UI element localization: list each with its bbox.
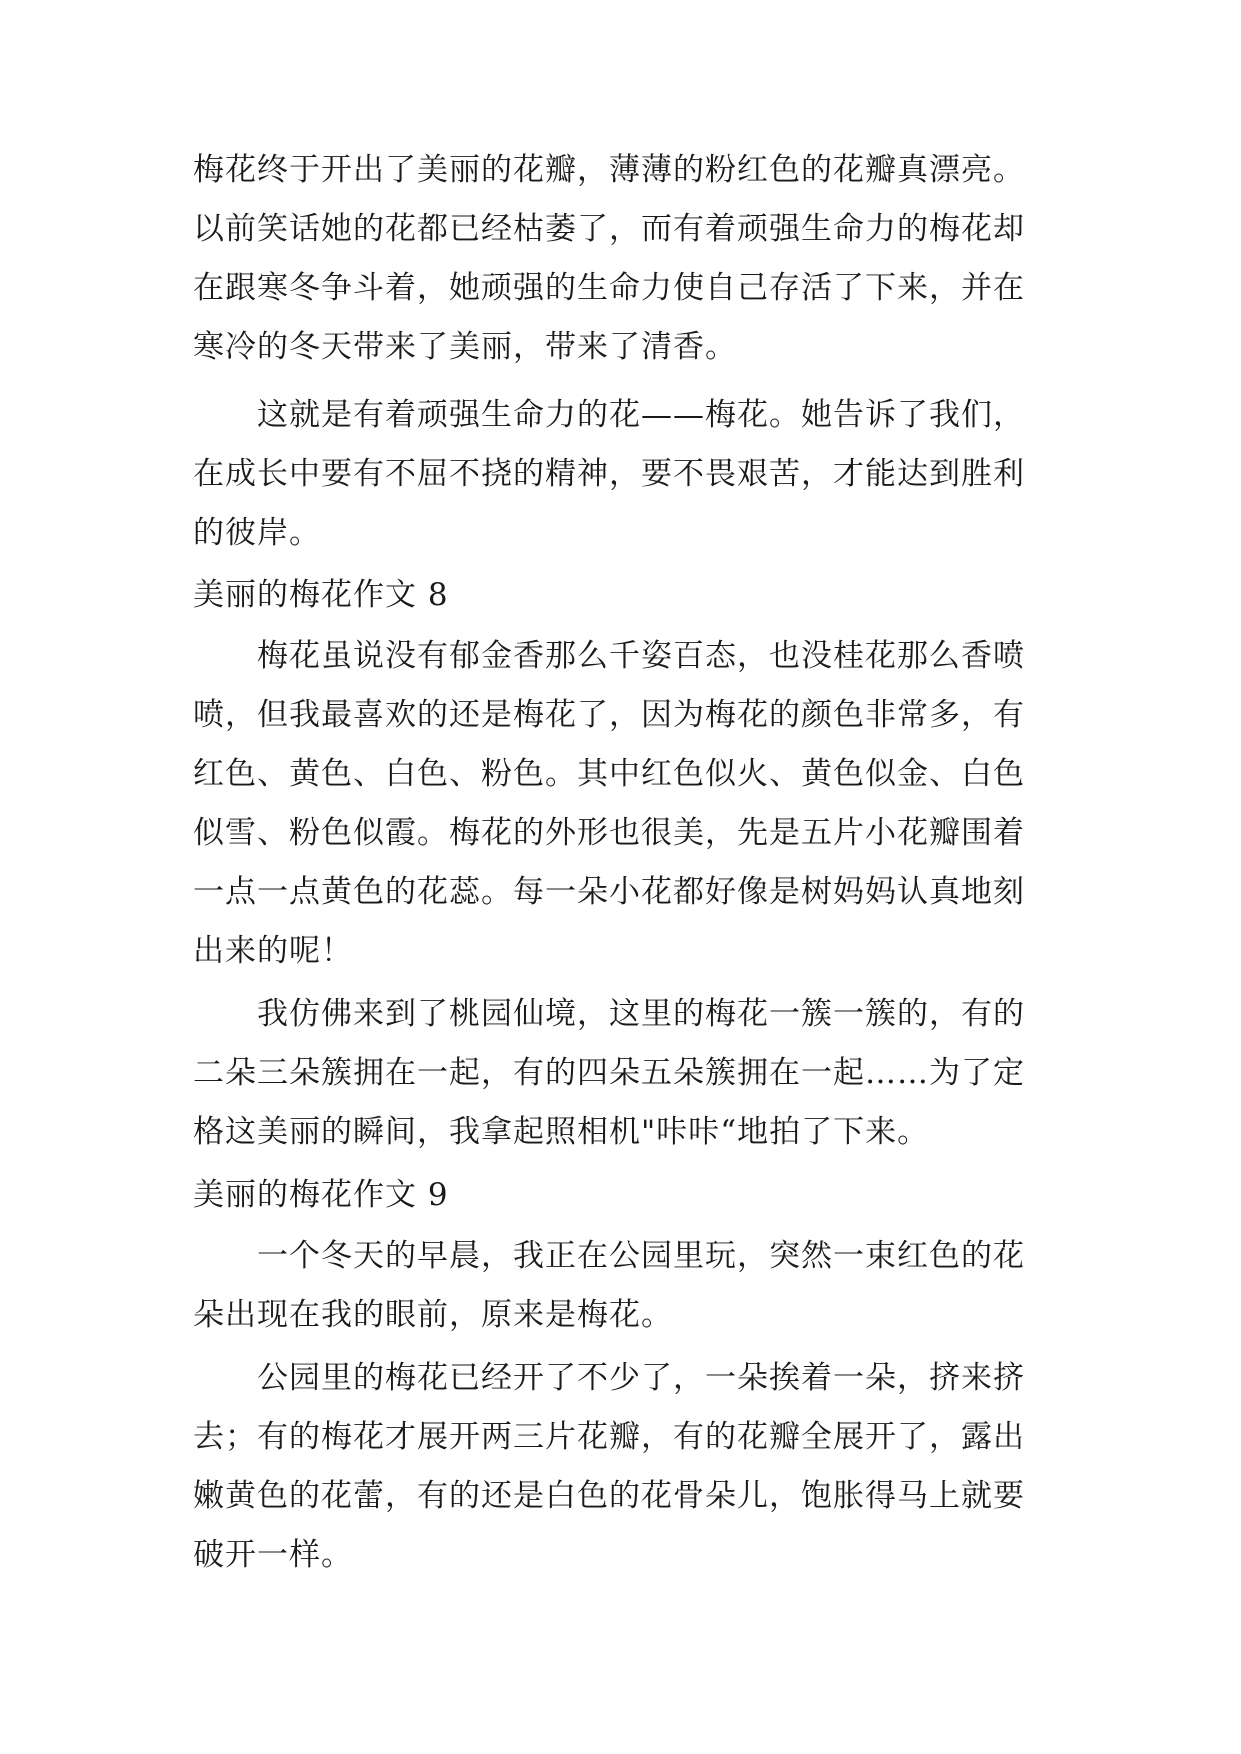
paragraph-line: 寒冷的冬天带来了美丽，带来了清香。 — [193, 329, 737, 365]
section-heading: 美丽的梅花作文 8 — [193, 577, 449, 613]
paragraph-line: 我仿佛来到了桃园仙境，这里的梅花一簇一簇的，有的 — [257, 996, 1025, 1032]
paragraph-line: 格这美丽的瞬间，我拿起照相机"咔咔“地拍了下来。 — [193, 1114, 930, 1150]
paragraph-line: 梅花终于开出了美丽的花瓣，薄薄的粉红色的花瓣真漂亮。 — [193, 152, 1025, 188]
paragraph-line: 似雪、粉色似霞。梅花的外形也很美，先是五片小花瓣围着 — [193, 815, 1025, 851]
paragraph-line: 朵出现在我的眼前，原来是梅花。 — [193, 1297, 673, 1333]
paragraph-line: 喷，但我最喜欢的还是梅花了，因为梅花的颜色非常多，有 — [193, 697, 1025, 733]
paragraph-line: 一个冬天的早晨，我正在公园里玩，突然一束红色的花 — [257, 1238, 1025, 1274]
paragraph-line: 这就是有着顽强生命力的花——梅花。她告诉了我们， — [257, 397, 1025, 433]
section-heading: 美丽的梅花作文 9 — [193, 1177, 449, 1213]
paragraph-line: 公园里的梅花已经开了不少了，一朵挨着一朵，挤来挤 — [257, 1360, 1025, 1396]
paragraph-line: 的彼岸。 — [193, 515, 321, 551]
paragraph-line: 红色、黄色、白色、粉色。其中红色似火、黄色似金、白色 — [193, 756, 1025, 792]
paragraph-line: 去；有的梅花才展开两三片花瓣，有的花瓣全展开了，露出 — [193, 1419, 1025, 1455]
paragraph-line: 嫩黄色的花蕾，有的还是白色的花骨朵儿，饱胀得马上就要 — [193, 1478, 1025, 1514]
paragraph-line: 一点一点黄色的花蕊。每一朵小花都好像是树妈妈认真地刻 — [193, 874, 1025, 910]
paragraph-line: 在成长中要有不屈不挠的精神，要不畏艰苦，才能达到胜利 — [193, 456, 1025, 492]
paragraph-line: 出来的呢！ — [193, 933, 353, 969]
paragraph-line: 二朵三朵簇拥在一起，有的四朵五朵簇拥在一起……为了定 — [193, 1055, 1025, 1091]
paragraph-line: 在跟寒冬争斗着，她顽强的生命力使自己存活了下来，并在 — [193, 270, 1025, 306]
paragraph-line: 破开一样。 — [193, 1537, 353, 1573]
paragraph-line: 梅花虽说没有郁金香那么千姿百态，也没桂花那么香喷 — [257, 638, 1025, 674]
paragraph-line: 以前笑话她的花都已经枯萎了，而有着顽强生命力的梅花却 — [193, 211, 1025, 247]
